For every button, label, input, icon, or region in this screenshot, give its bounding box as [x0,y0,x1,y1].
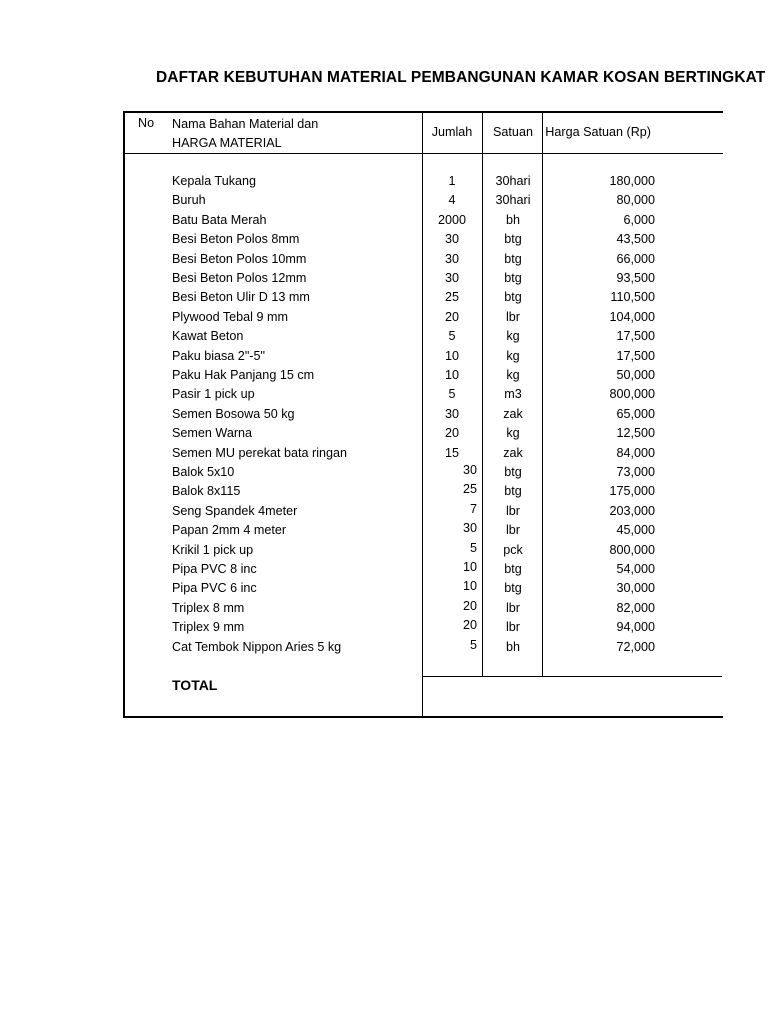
material-jumlah: 5 [469,541,477,555]
material-harga: 175,000 [609,484,655,498]
material-harga: 43,500 [616,232,655,246]
material-name: Paku biasa 2"-5" [172,349,265,363]
material-harga: 104,000 [609,310,655,324]
material-harga: 54,000 [616,562,655,576]
material-harga: 30,000 [616,581,655,595]
material-name: Semen MU perekat bata ringan [172,446,348,460]
header-harga: Harga Satuan (Rp) [545,125,651,139]
material-name: Semen Bosowa 50 kg [172,407,295,421]
material-harga: 203,000 [609,504,655,518]
material-harga: 66,000 [616,252,655,266]
material-satuan: zak [503,446,523,460]
material-satuan: btg [504,562,522,576]
material-name: Kepala Tukang [172,174,257,188]
document-title: DAFTAR KEBUTUHAN MATERIAL PEMBANGUNAN KAMAR KOSAN BERTINGKAT [156,69,766,86]
material-satuan: btg [504,484,522,498]
material-harga: 800,000 [609,543,655,557]
material-jumlah: 25 [462,482,477,496]
material-satuan: zak [503,407,523,421]
material-jumlah: 10 [462,579,477,593]
material-name: Balok 8x115 [172,484,241,498]
material-jumlah: 25 [444,290,459,304]
material-name: Besi Beton Polos 8mm [172,232,300,246]
material-harga: 94,000 [616,620,655,634]
material-name: Cat Tembok Nippon Aries 5 kg [172,640,342,654]
material-satuan: btg [504,581,522,595]
material-satuan: lbr [506,523,520,537]
material-satuan: btg [504,465,522,479]
material-harga: 800,000 [609,387,655,401]
material-jumlah: 30 [462,521,477,535]
material-satuan: kg [506,329,520,343]
material-jumlah: 20 [444,426,459,440]
material-jumlah: 30 [444,232,459,246]
material-harga: 180,000 [609,174,655,188]
material-satuan: 30hari [495,193,531,207]
material-jumlah: 30 [444,271,459,285]
material-name: Papan 2mm 4 meter [172,523,287,537]
material-jumlah: 5 [469,638,477,652]
material-satuan: lbr [506,601,520,615]
material-jumlah: 10 [462,560,477,574]
material-harga: 110,500 [610,290,655,304]
material-name: Krikil 1 pick up [172,543,254,557]
material-harga: 17,500 [616,329,655,343]
material-jumlah: 20 [462,599,477,613]
material-name: Batu Bata Merah [172,213,267,227]
material-name: Plywood Tebal 9 mm [172,310,288,324]
material-name: Besi Beton Polos 10mm [172,252,307,266]
table-left-border [123,111,125,718]
material-name: Balok 5x10 [172,465,235,479]
material-satuan: kg [506,426,520,440]
material-satuan: btg [504,290,522,304]
material-name: Kawat Beton [172,329,244,343]
material-satuan: lbr [506,310,520,324]
material-satuan: btg [504,252,522,266]
header-jumlah: Jumlah [431,125,473,139]
material-jumlah: 10 [444,349,459,363]
material-name: Semen Warna [172,426,253,440]
material-harga: 84,000 [616,446,655,460]
material-name: Pipa PVC 8 inc [172,562,257,576]
material-satuan: btg [504,271,522,285]
material-name: Buruh [172,193,206,207]
material-name: Pipa PVC 6 inc [172,581,257,595]
material-satuan: m3 [504,387,522,401]
material-harga: 93,500 [616,271,655,285]
material-jumlah: 15 [444,446,459,460]
header-no: No [138,116,155,130]
header-satuan: Satuan [493,125,533,139]
material-jumlah: 7 [469,502,477,516]
material-satuan: 30hari [495,174,531,188]
material-harga: 82,000 [616,601,655,615]
material-harga: 6,000 [623,213,655,227]
header-name-line2: HARGA MATERIAL [172,136,282,150]
material-jumlah: 2000 [437,213,467,227]
material-jumlah: 30 [462,463,477,477]
material-jumlah: 5 [448,387,456,401]
material-satuan: bh [505,640,520,654]
material-harga: 72,000 [616,640,655,654]
material-satuan: bh [505,213,520,227]
material-name: Besi Beton Ulir D 13 mm [172,290,310,304]
header-bottom-border [123,153,723,154]
material-jumlah: 5 [448,329,456,343]
material-satuan: kg [506,349,520,363]
material-jumlah: 10 [444,368,459,382]
material-harga: 50,000 [616,368,655,382]
material-jumlah: 30 [444,252,459,266]
material-jumlah: 30 [444,407,459,421]
material-harga: 73,000 [616,465,655,479]
header-name-line1: Nama Bahan Material dan [172,117,319,131]
material-satuan: lbr [506,620,520,634]
material-satuan: btg [504,232,522,246]
material-harga: 45,000 [616,523,655,537]
material-jumlah: 20 [444,310,459,324]
material-harga: 17,500 [616,349,655,363]
material-harga: 65,000 [616,407,655,421]
material-name: Seng Spandek 4meter [172,504,298,518]
material-satuan: kg [506,368,520,382]
material-satuan: pck [503,543,523,557]
material-jumlah: 4 [448,193,456,207]
material-name: Pasir 1 pick up [172,387,255,401]
material-jumlah: 1 [448,174,456,188]
material-name: Triplex 9 mm [172,620,245,634]
total-label: TOTAL [172,677,218,693]
material-jumlah: 20 [462,618,477,632]
total-row-top-border [422,676,722,677]
table-bottom-border [123,716,723,718]
table-top-border [123,111,723,113]
material-satuan: lbr [506,504,520,518]
material-harga: 80,000 [616,193,655,207]
material-name: Paku Hak Panjang 15 cm [172,368,315,382]
material-name: Triplex 8 mm [172,601,245,615]
material-harga: 12,500 [616,426,655,440]
material-name: Besi Beton Polos 12mm [172,271,307,285]
